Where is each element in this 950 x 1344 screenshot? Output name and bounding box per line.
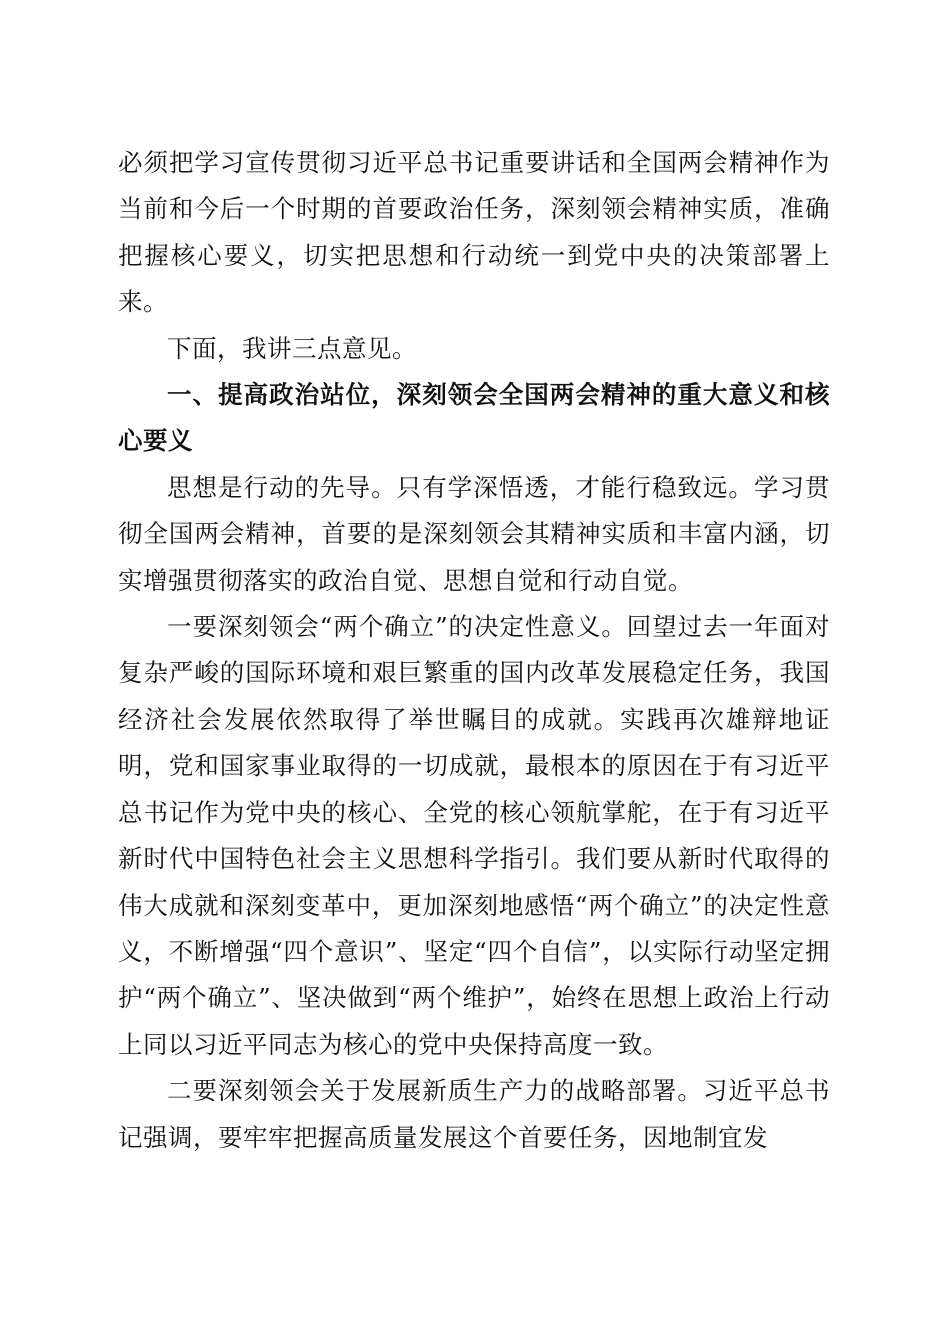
paragraph-intro: 必须把学习宣传贯彻习近平总书记重要讲话和全国两会精神作为当前和今后一个时期的首要政治任务，深刻领会精神实质，准确把握核心要义，切实把思想和行动统一到党中央的决策部署上来。 xyxy=(118,148,830,317)
paragraph-section-1-intro: 思想是行动的先导。只有学深悟透，才能行稳致远。学习贯彻全国两会精神，首要的是深刻领会其精神实质和丰富内涵，切实增强贯彻落实的政治自觉、思想自觉和行动自觉。 xyxy=(118,472,830,595)
section-heading-1: 一、提高政治站位，深刻领会全国两会精神的重大意义和核心要义 xyxy=(118,380,830,456)
paragraph-point-1: 一要深刻领会“两个确立”的决定性意义。回望过去一年面对复杂严峻的国际环境和艰巨繁重的国内改革发展稳定任务，我国经济社会发展依然取得了举世瞩目的成就。实践再次雄辩地证明，党和国家事业取得的一切成就，最根本的原因在于有习近平总书记作为党中央的核心、全党的核心领航掌舵，在于有习近平新时代中国特色社会主义思想科学指引。我们要从新时代取得的伟大成就和深刻变革中，更加深刻地感悟“两个确立”的决定性意义，不断增强“四个意识”、坚定“四个自信”，以实际行动坚定拥护“两个确立”、坚决做到“两个维护”，始终在思想上政治上行动上同以习近平同志为核心的党中央保持高度一致。 xyxy=(118,612,830,1059)
paragraph-point-2: 二要深刻领会关于发展新质生产力的战略部署。习近平总书记强调，要牢牢把握高质量发展这个首要任务，因地制宜发 xyxy=(118,1076,830,1152)
document-body xyxy=(118,140,830,1161)
paragraph-transition: 下面，我讲三点意见。 xyxy=(167,333,417,363)
